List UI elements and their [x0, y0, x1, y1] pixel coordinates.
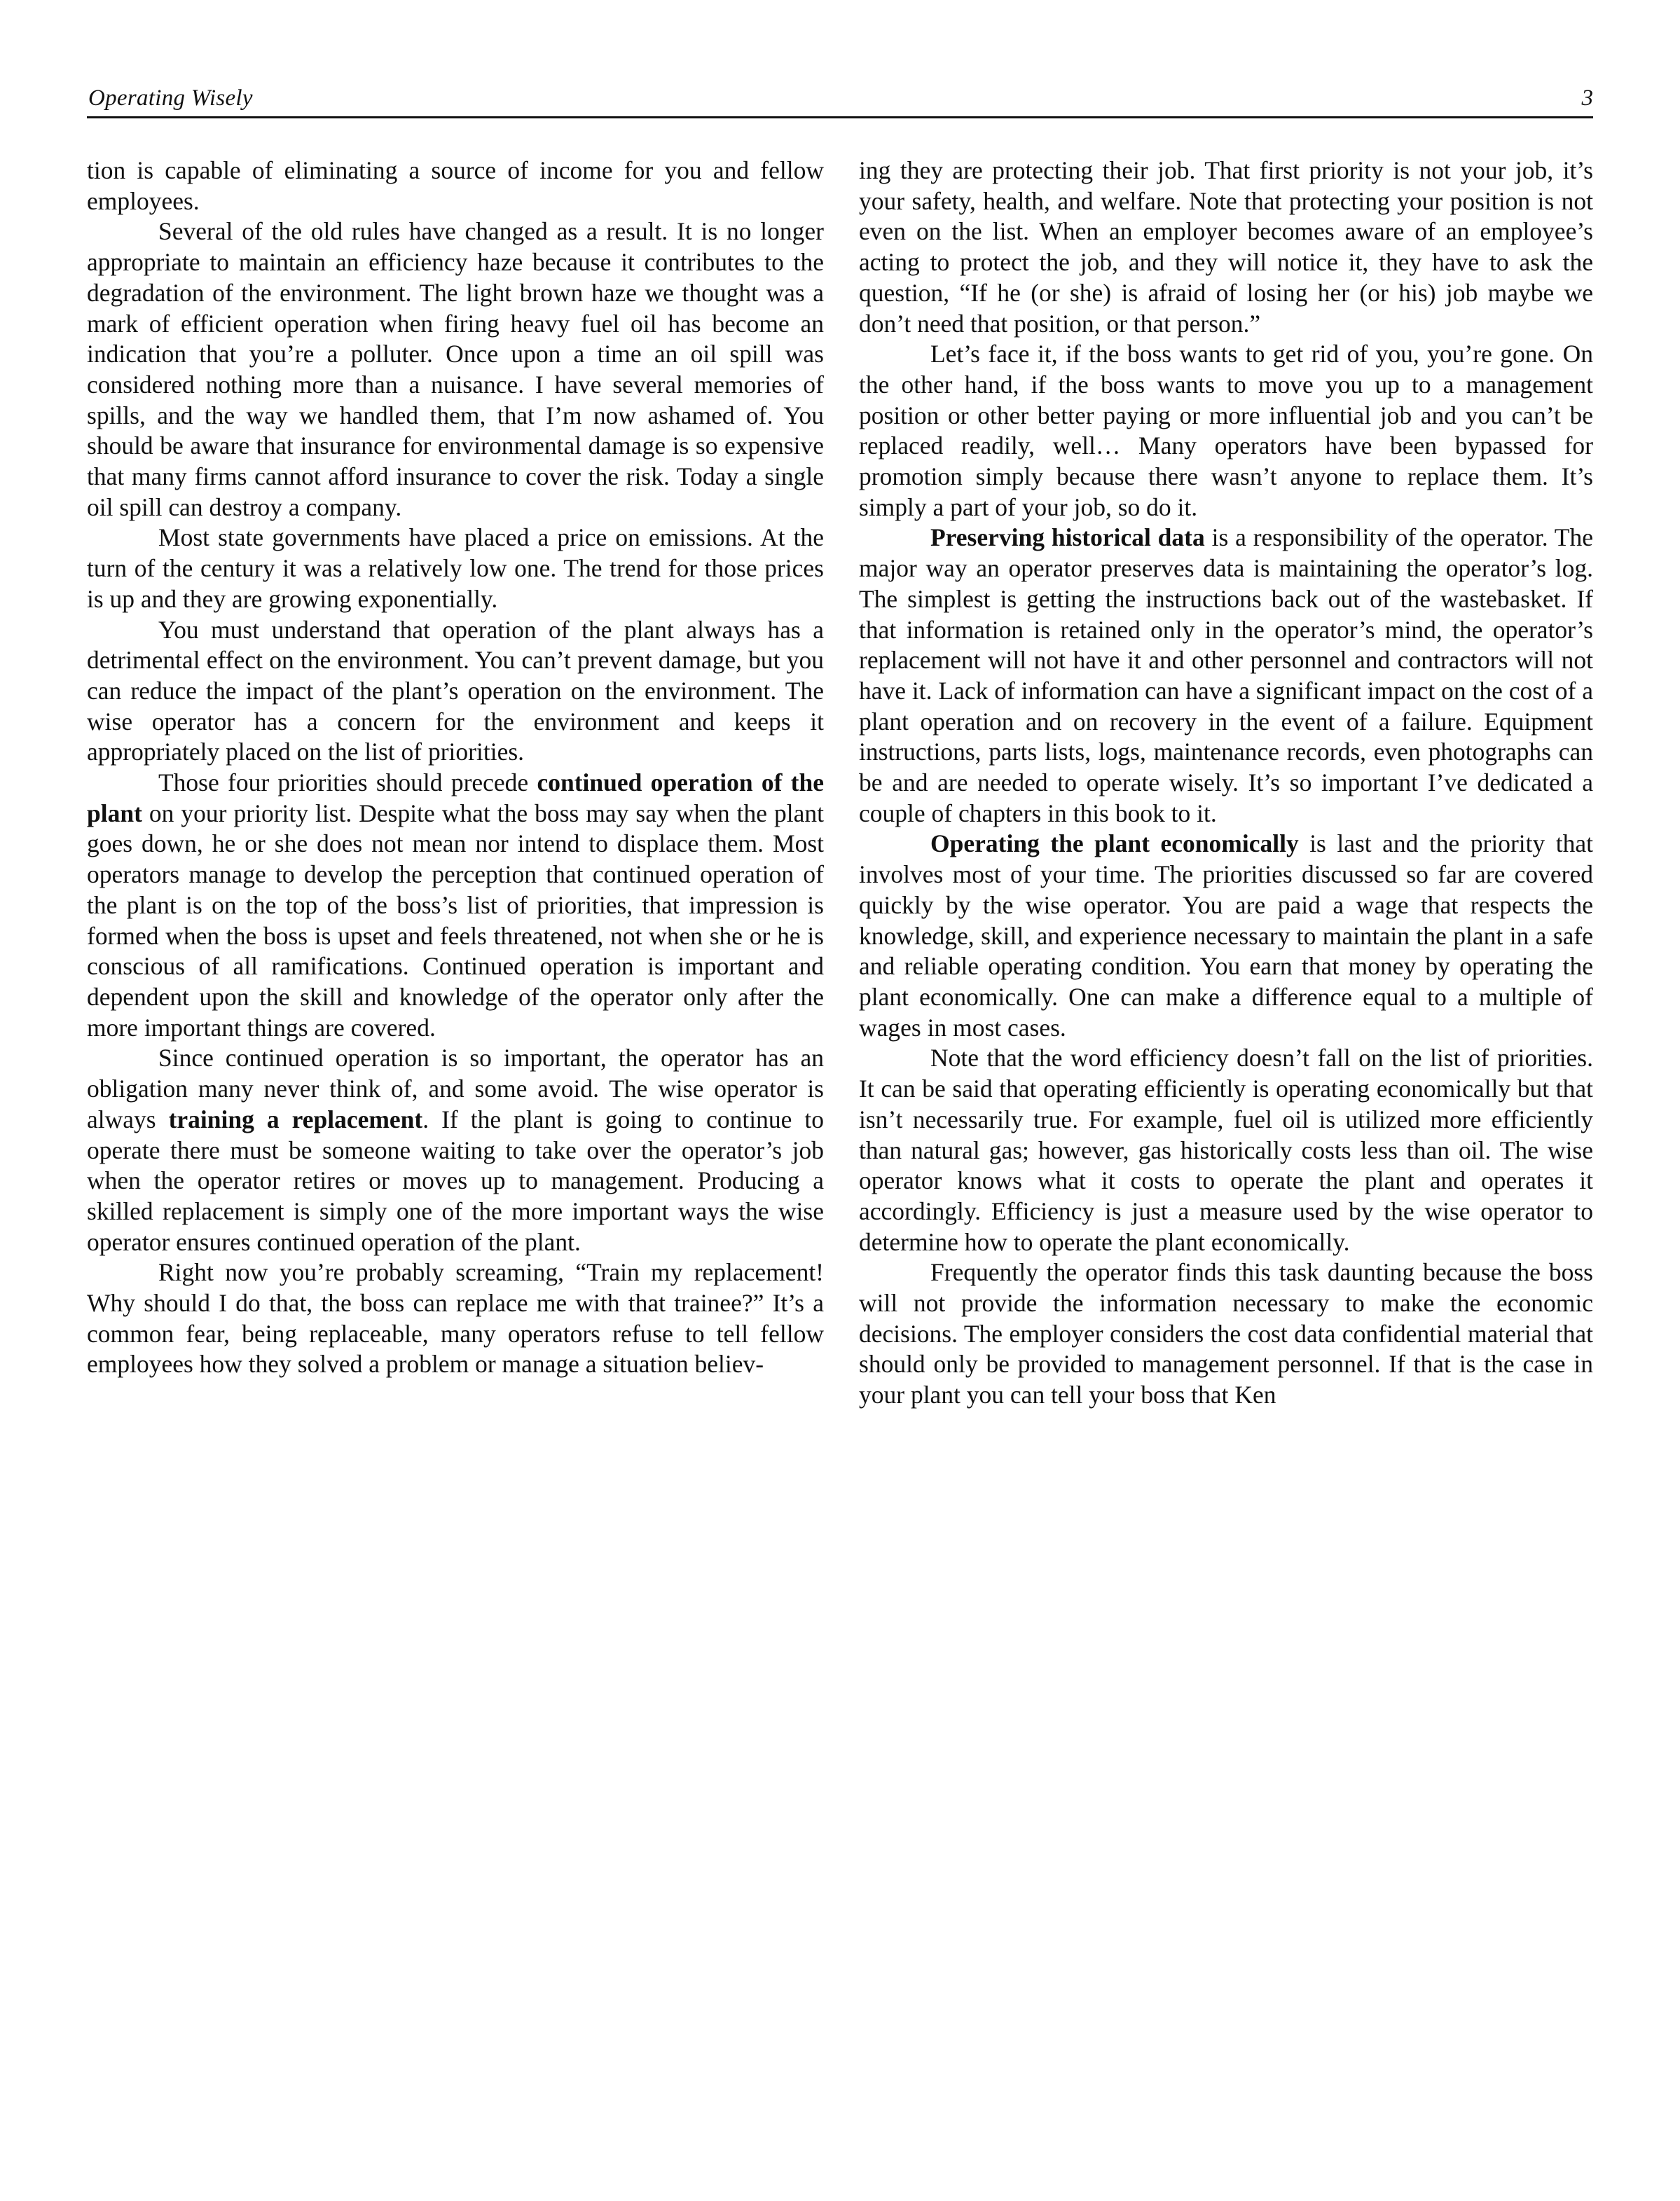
bold-term: Operating the plant economically: [930, 829, 1299, 858]
paragraph: [87, 1257, 824, 1380]
running-header: [87, 76, 1593, 118]
text-run: is a responsibility of the operator. The major way an operator preserves data is maintaining the operator’s log. The simplest is getting the instructions back out of the wastebasket. If that information is retained only in the operator’s mind, the operator’s replacement will not have it and other personnel and contractors will not have it. Lack of information can have a significant impact on the cost of a plant operation and on recovery in the event of a failure. Equipment instructions, parts lists, logs, maintenance records, even photographs can be and are needed to operate wisely. It’s so important I’ve dedicated a couple of chapters in this book to it.: [859, 523, 1594, 827]
paragraph: [859, 1043, 1593, 1257]
text-run: ing they are protecting their job. That first priority is not your job, it’s your safety, health, and welfare. Note that protecting your position is not even on the list. When an employer becomes aware of an employee’s acting to protect the job, and they will notice it, they have to ask the question, “If he (or she) is afraid of losing her (or his) job maybe we don’t need that position, or that person.”: [859, 156, 1593, 338]
bold-term: continued operation of the plant: [87, 768, 824, 827]
text-run: Those four priorities should precede: [158, 768, 537, 797]
text-run: . If the plant is going to continue to operate there must be someone waiting to take over the operator’s job when the operator retires or moves up to management. Producing a skilled replacement is simply one of the more important ways the wise operator ensures continued operation of the plant.: [87, 1105, 824, 1256]
paragraph: [87, 216, 824, 523]
paragraph: [87, 615, 824, 768]
paragraph: [859, 339, 1593, 523]
paragraph: [87, 1043, 824, 1257]
text-run: on your priority list. Despite what the boss may say when the plant goes down, he or she does not mean nor intend to displace them. Most operators manage to develop the perception that continued operation of the plant is on the top of the boss’s list of priorities, that impression is formed when the boss is upset and feels threatened, not when she or he is conscious of all ramifications. Continued operation is important and dependent upon the skill and knowledge of the operator only after the more important things are covered.: [87, 799, 824, 1042]
paragraph: [859, 156, 1593, 339]
text-run: Most state governments have placed a price on emissions. At the turn of the century it was a relatively low one. The trend for those prices is up and they are growing exponentially.: [87, 523, 824, 613]
text-run: Note that the word efficiency doesn’t fall on the list of priorities. It can be said that operating efficiently is operating economically but that isn’t necessarily true. For example, fuel oil is utilized more efficiently than natural gas; however, gas historically costs less than oil. The wise operator knows what it costs to operate the plant and operates it accordingly. Efficiency is just a measure used by the wise operator to determine how to operate the plant economically.: [859, 1044, 1593, 1256]
text-run: tion is capable of eliminating a source of income for you and fellow employees.: [87, 156, 824, 215]
text-run: Frequently the operator finds this task daunting because the boss will not provide the information necessary to make the economic decisions. The employer considers the cost data confidential material that should only be provided to management personnel. If that is the case in your plant you can tell your boss that Ken: [859, 1258, 1593, 1409]
bold-term: training a replacement: [168, 1105, 423, 1133]
paragraph: [87, 523, 824, 614]
left-column: [87, 156, 824, 1380]
text-run: Let’s face it, if the boss wants to get rid of you, you’re gone. On the other hand, if the boss wants to move you up to a management position or other better paying or more influential job and you can’t be replaced readily, well… Many operators have been bypassed for promotion simply because there wasn’t anyone to replace them. It’s simply a part of your job, so do it.: [859, 340, 1593, 521]
paragraph: [859, 1257, 1593, 1411]
paragraph: [87, 768, 824, 1043]
text-run: You must understand that operation of the plant always has a detrimental effect on the environment. You can’t prevent damage, but you can reduce the impact of the plant’s operation on the environment. The wise operator has a concern for the environment and keeps it appropriately placed on the list of priorities.: [87, 615, 824, 766]
text-run: Since continued operation is so important, the operator has an obligation many never think of, and some avoid. The wise operator is always: [87, 1044, 824, 1133]
text-run: Several of the old rules have changed as a result. It is no longer appropriate to maintain an efficiency haze because it contributes to the degradation of the environment. The light brown haze we thought was a mark of efficient operation when firing heavy fuel oil has become an indication that you’re a polluter. Once upon a time an oil spill was considered nothing more than a nuisance. I have several memories of spills, and the way we handled them, that I’m now ashamed of. You should be aware that insurance for environmental damage is so expensive that many firms cannot afford insurance to cover the risk. Today a single oil spill can destroy a company.: [87, 217, 824, 521]
right-column: [859, 156, 1593, 1411]
page-number: 3: [1581, 85, 1593, 111]
paragraph: [859, 523, 1593, 829]
paragraph: [859, 829, 1593, 1043]
text-run: is last and the priority that involves most of your time. The priorities discussed so far are covered quickly by the wise operator. You are paid a wage that respects the knowledge, skill, and experience necessary to maintain the plant in a safe and reliable operating condition. You earn that money by operating the plant economically. One can make a difference equal to a multiple of wages in most cases.: [859, 829, 1593, 1042]
bold-term: Preserving historical data: [930, 523, 1205, 552]
running-title: Operating Wisely: [88, 85, 253, 111]
text-run: Right now you’re probably screaming, “Train my replacement! Why should I do that, the boss can replace me with that trainee?” It’s a common fear, being replaceable, many operators refuse to tell fellow employees how they solved a problem or manage a situation believ-: [87, 1258, 824, 1379]
paragraph: [87, 156, 824, 216]
